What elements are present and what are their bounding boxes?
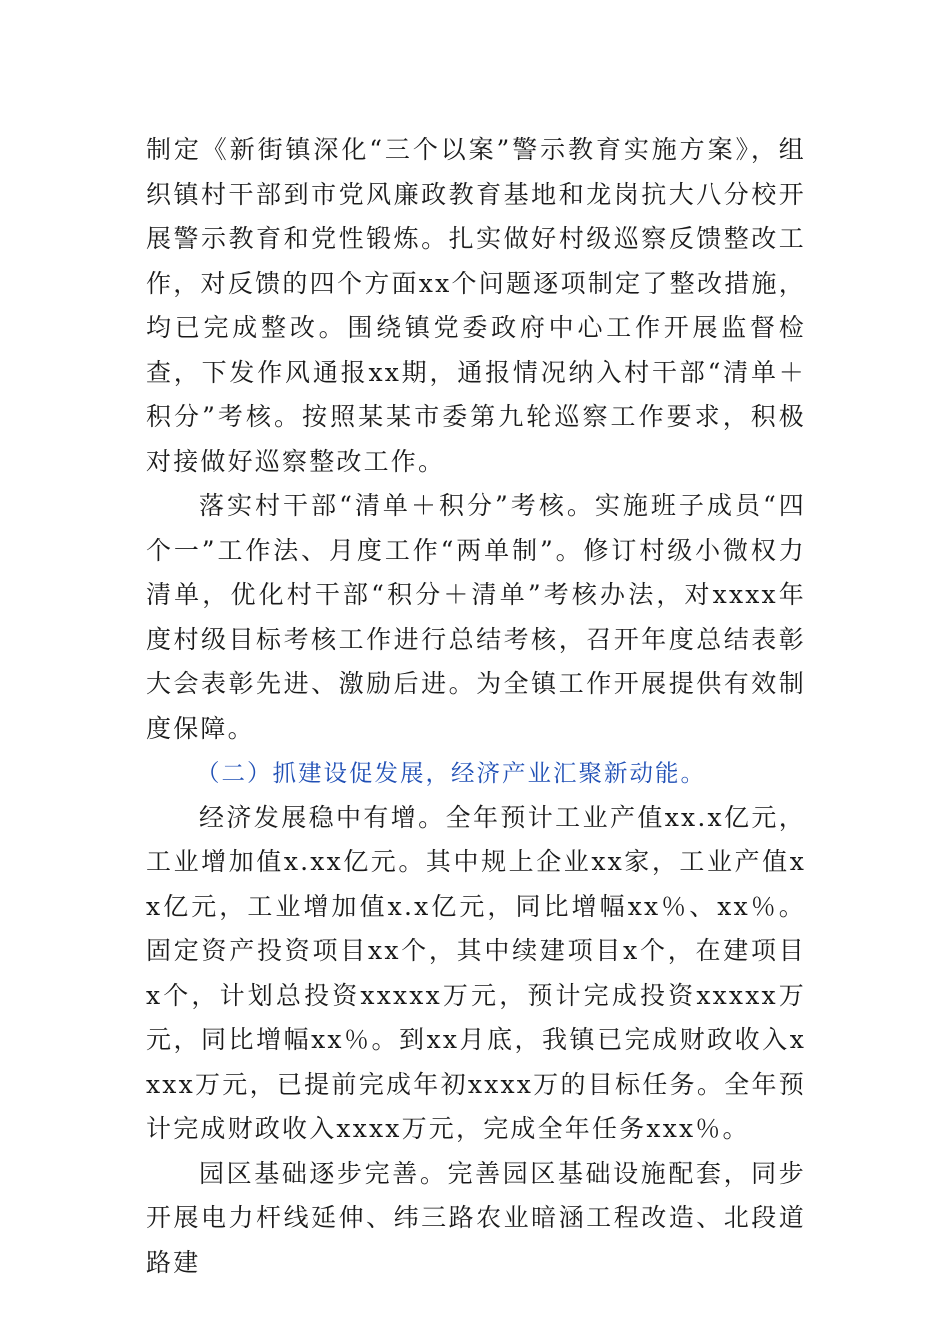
document-body bbox=[146, 128, 806, 1285]
section-heading-economy: （二）抓建设促发展，经济产业汇聚新动能。 bbox=[196, 759, 706, 787]
paragraph-cadre-assessment: 落实村干部“清单＋积分”考核。实施班子成员“四个一”工作法、月度工作“两单制”。修订村级小微权力清单，优化村干部“积分＋清单”考核办法，对xxxx年度村级目标考核工作进行总结考核，召开年度总结表彰大会表彰先进、激励后进。为全镇工作开展提供有效制度保障。 bbox=[146, 491, 806, 743]
paragraph-park-infrastructure: 园区基础逐步完善。完善园区基础设施配套，同步开展电力杆线延伸、纬三路农业暗涵工程改造、北段道路建 bbox=[146, 1158, 806, 1277]
paragraph-economic-growth: 经济发展稳中有增。全年预计工业产值xx.x亿元，工业增加值x.xx亿元。其中规上企业xx家，工业产值xx亿元，工业增加值x.x亿元，同比增幅xx％、xx％。固定资产投资项目xx个，其中续建项目x个，在建项目x个，计划总投资xxxxx万元，预计完成投资xxxxx万元，同比增幅xx％。到xx月底，我镇已完成财政收入xxxx万元，已提前完成年初xxxx万的目标任务。全年预计完成财政收入xxxx万元，完成全年任务xxx％。 bbox=[146, 802, 806, 1143]
paragraph-warning-education: 制定《新街镇深化“三个以案”警示教育实施方案》，组织镇村干部到市党风廉政教育基地和龙岗抗大八分校开展警示教育和党性锻炼。扎实做好村级巡察反馈整改工作，对反馈的四个方面xx个问题逐项制定了整改措施，均已完成整改。围绕镇党委政府中心工作开展监督检查，下发作风通报xx期，通报情况纳入村干部“清单＋积分”考核。按照某某市委第九轮巡察工作要求，积极对接做好巡察整改工作。 bbox=[146, 135, 806, 476]
